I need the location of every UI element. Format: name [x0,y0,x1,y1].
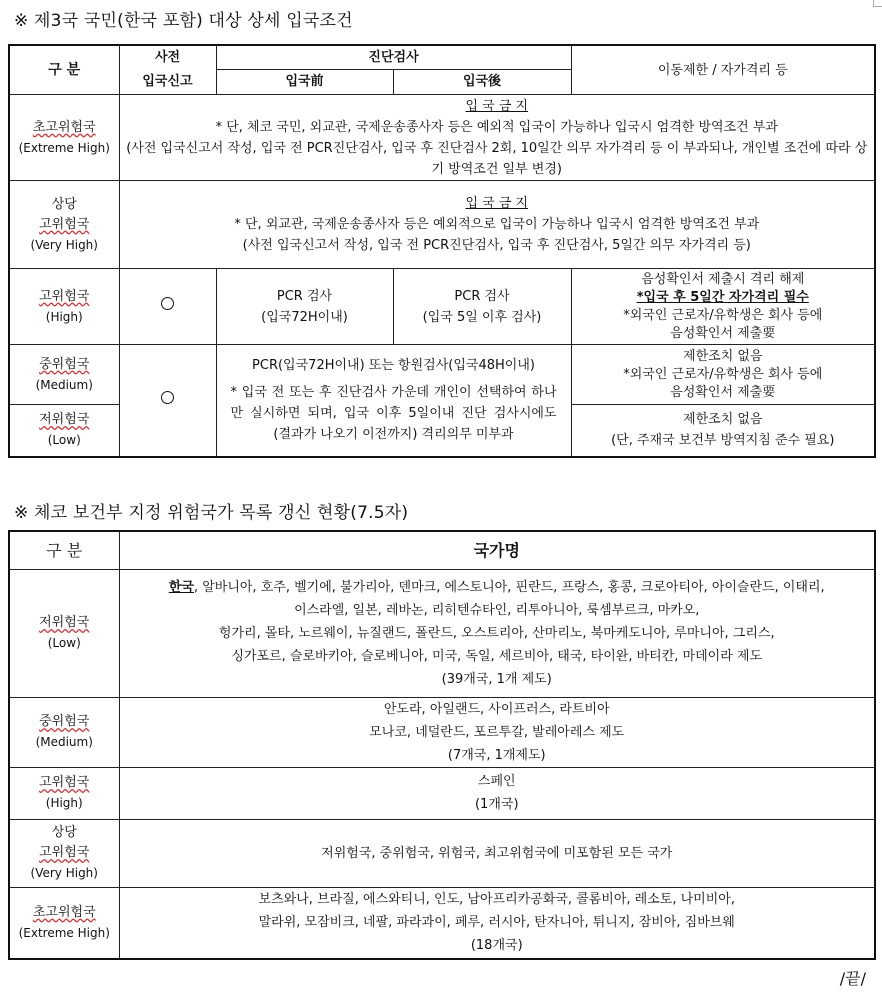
section-heading-risk-country-list: ※ 체코 보건부 지정 위험국가 목록 갱신 현황(7.5자) [14,503,409,523]
header-test-before-entry: 입국前 [216,69,393,94]
extreme-high-conditions: 입 국 금 지 * 단, 체코 국민, 외교관, 국제운송종사자 등은 예외적 입국이 가능하나 입국시 엄격한 방역조건 부과 (사전 입국신고서 작성, 입국 전 PCR진단검사, 입국 후 진단검사 2회, 10일간 의무 자가격리 등 이 부과되나, 개인별 조건에 따라 상기 방역조건 일부 변경) [119,95,875,181]
circle-mark-icon [161,391,174,404]
medium-low-prior-registration-mark [119,345,216,457]
row-label-medium-2: 중위험국 (Medium) [9,697,119,767]
row-label-low: 저위험국 (Low) [9,405,119,457]
low-risk-countries: 한국, 알바니아, 호주, 벨기에, 불가리아, 덴마크, 에스토니아, 핀란드, 프랑스, 홍콩, 크로아티아, 아이슬란드, 이태리, 이스라엘, 일본, 레바논, 리히텐슈타인, 리투아니아, 룩셈부르크, 마카오, 헝가리, 몰타, 노르웨이, 뉴질랜드, 폴란드, 오스트리아, 산마리노, 북마케도니아, 루마니아, 그리스, 싱가포르, 슬로바키아, 슬로베니아, 미국, 독일, 세르비아, 태국, 타이완, 바티칸, 마데이라 제도 (39개국, 1개 제도) [119,569,875,697]
row-label-medium: 중위험국 (Medium) [9,345,119,405]
high-risk-countries: 스페인 (1개국) [119,767,875,819]
header-category-2: 구 분 [9,531,119,569]
row-label-high: 고위험국 (High) [9,269,119,345]
header-prior-registration: 사전 입국신고 [119,45,216,95]
section-heading-entry-conditions: ※ 제3국 국민(한국 포함) 대상 상세 입국조건 [14,11,353,31]
risk-country-list-table [8,530,876,960]
entry-conditions-table [8,44,876,458]
very-high-risk-countries: 저위험국, 중위험국, 위험국, 최고위험국에 미포함된 모든 국가 [119,819,875,887]
page-corner-mark [873,0,882,7]
header-country-names: 국가명 [119,531,875,569]
header-diagnostic-test: 진단검사 [216,45,571,69]
very-high-conditions: 입 국 금 지 * 단, 외교관, 국제운송종사자 등은 예외적으로 입국이 가능하나 입국시 엄격한 방역조건 부과 (사전 입국신고서 작성, 입국 전 PCR진단검사, 입국 후 진단검사, 5일간 의무 자가격리 등) [119,181,875,269]
extreme-high-risk-countries: 보츠와나, 브라질, 에스와티니, 인도, 남아프리카공화국, 콜롬비아, 레소토, 나미비아, 말라위, 모잠비크, 네팔, 파라과이, 페루, 러시아, 탄자니아, 튀니지, 잠비아, 짐바브웨 (18개국) [119,887,875,959]
row-label-very-high: 상당 고위험국 (Very High) [9,181,119,269]
circle-mark-icon [161,297,174,310]
end-mark: /끝/ [839,969,866,988]
row-label-low-2: 저위험국 (Low) [9,569,119,697]
medium-low-test-conditions: PCR(입국72H이내) 또는 항원검사(입국48H이내) * 입국 전 또는 후 진단검사 가운데 개인이 선택하여 하나만 실시하면 되며, 입국 이후 5일이내 진단 검사시에도 (결과가 나오기 이전까지) 격리의무 미부과 [216,345,571,457]
high-test-before: PCR 검사 (입국72H이내) [216,269,393,345]
header-test-after-entry: 입국後 [393,69,571,94]
row-label-high-2: 고위험국 (High) [9,767,119,819]
row-label-very-high-2: 상당 고위험국 (Very High) [9,819,119,887]
high-prior-registration-mark [119,269,216,345]
high-test-after: PCR 검사 (입국 5일 이후 검사) [393,269,571,345]
row-label-extreme-high-2: 초고위험국 (Extreme High) [9,887,119,959]
low-restrictions: 제한조치 없음 (단, 주재국 보건부 방역지침 준수 필요) [571,405,875,457]
high-restrictions: 음성확인서 제출시 격리 해제 *입국 후 5일간 자가격리 필수 *외국인 근로자/유학생은 회사 등에 음성확인서 제출要 [571,269,875,345]
medium-restrictions: 제한조치 없음 *외국인 근로자/유학생은 회사 등에 음성확인서 제출要 [571,345,875,405]
medium-risk-countries: 안도라, 아일랜드, 사이프러스, 라트비아 모나코, 네덜란드, 포르투갈, 발레아레스 제도 (7개국, 1개제도) [119,697,875,767]
header-category: 구 분 [9,45,119,95]
header-restrictions: 이동제한 / 자가격리 등 [571,45,875,95]
row-label-extreme-high: 초고위험국 (Extreme High) [9,95,119,181]
